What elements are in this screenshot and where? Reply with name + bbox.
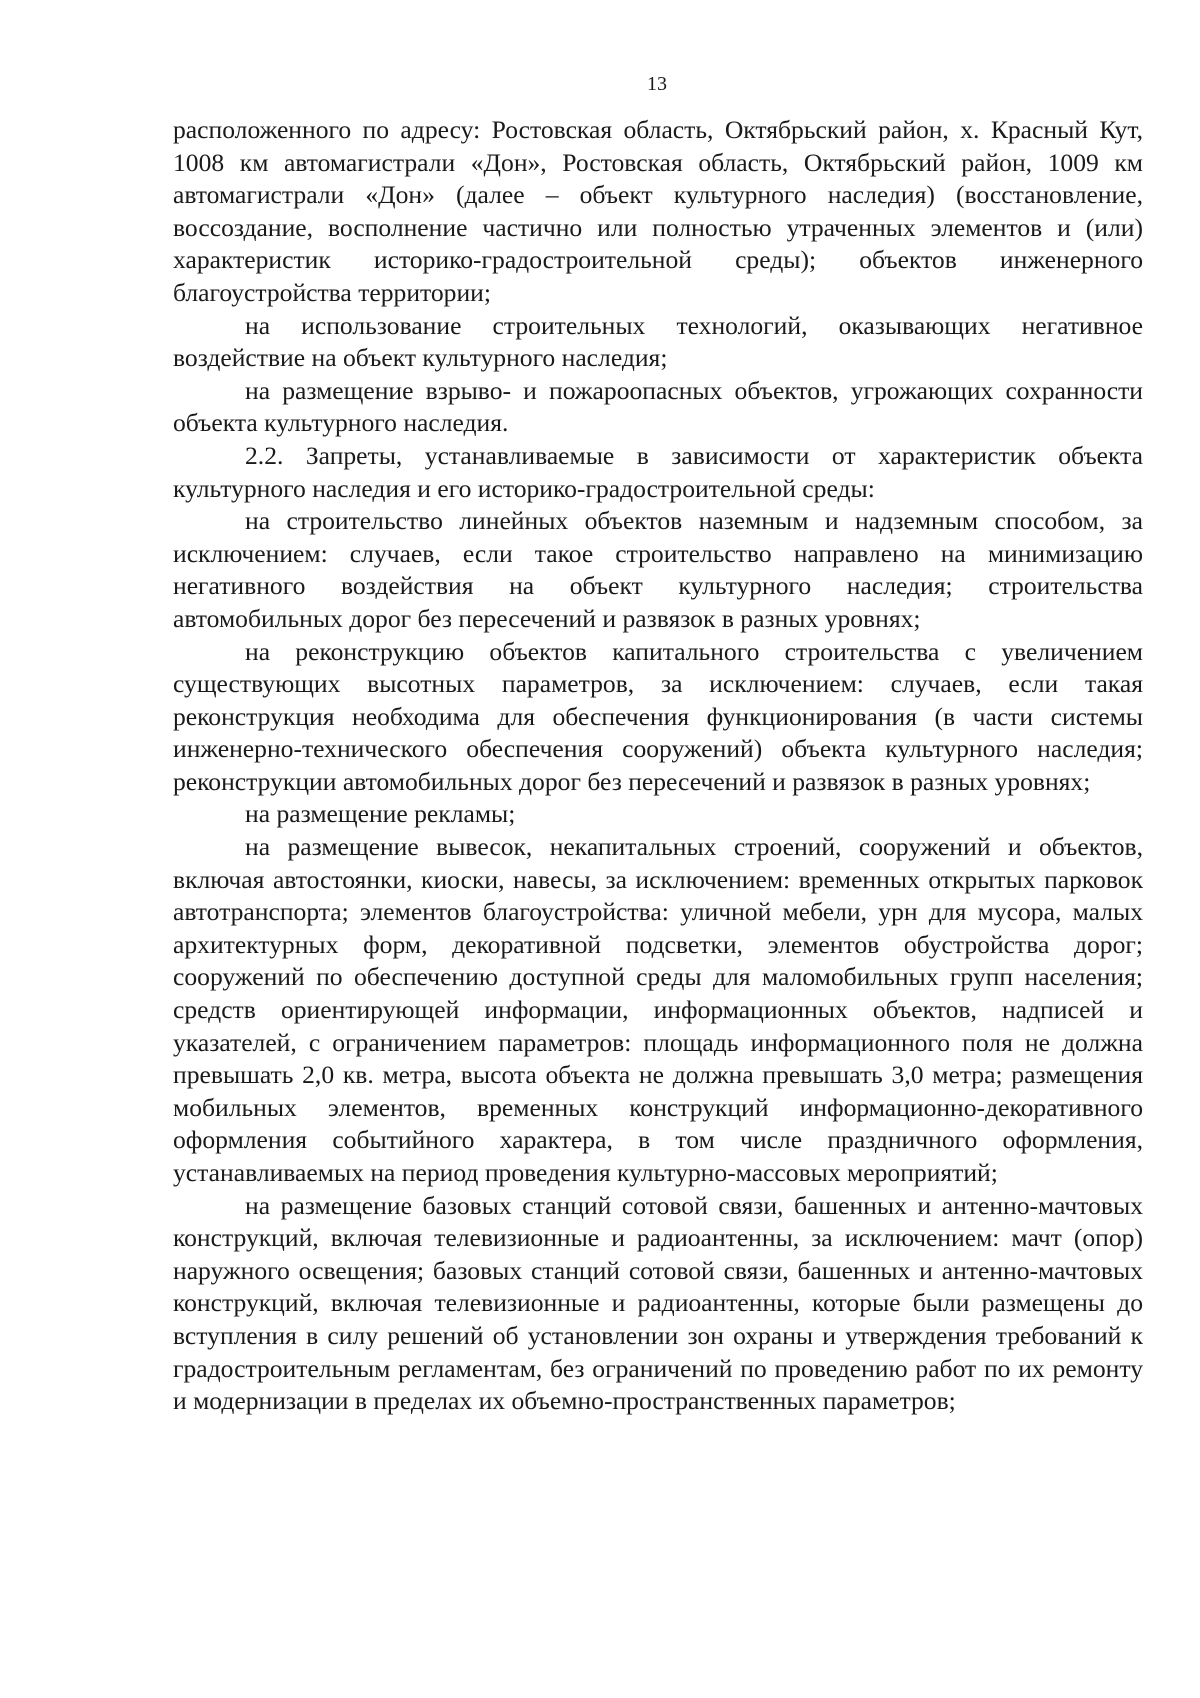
paragraph-reconstruction: на реконструкцию объектов капитального строительства с увеличением существующих высотных параметров, за исключением: случаев, если такая реконструкция необходима для обеспечения функционирования (в части системы инженерно-технического обеспечения сооружений) объекта культурного наследия; реконструкции автомобильных дорог без пересечений и развязок в разных уровнях; bbox=[173, 636, 1143, 796]
paragraph-hazardous-objects: на размещение взрыво- и пожароопасных объектов, угрожающих сохранности объекта культурного наследия. bbox=[173, 375, 1143, 438]
paragraph-construction-technologies: на использование строительных технологий, оказывающих негативное воздействие на объект культурного наследия; bbox=[173, 310, 1143, 373]
section-2-2-heading: 2.2. Запреты, устанавливаемые в зависимости от характеристик объекта культурного наследия и его историко-градостроительной среды: bbox=[173, 440, 1143, 503]
paragraph-continuation: расположенного по адресу: Ростовская область, Октябрьский район, х. Красный Кут, 1008 км автомагистрали «Дон», Ростовская область, Октябрьский район, 1009 км автомагистрали «Дон» (далее – объект культурного наследия) (восстановление, воссоздание, восполнение частично или полностью утраченных элементов и (или) характеристик историко-градостроительной среды); объектов инженерного благоустройства территории; bbox=[173, 115, 1143, 307]
paragraph-advertising: на размещение рекламы; bbox=[245, 799, 516, 829]
paragraph-base-stations: на размещение базовых станций сотовой связи, башенных и антенно-мачтовых конструкций, включая телевизионные и радиоантенны, за исключением: мачт (опор) наружного освещения; базовых станций сотовой связи, башенных и антенно-мачтовых конструкций, включая телевизионные и радиоантенны, которые были размещены до вступления в силу решений об установлении зон охраны и утверждения требований к градостроительным регламентам, без ограничений по проведению работ по их ремонту и модернизации в пределах их объемно-пространственных параметров; bbox=[173, 1190, 1143, 1416]
page-number: 13 bbox=[647, 73, 667, 95]
paragraph-linear-objects: на строительство линейных объектов наземным и надземным способом, за исключением: случаев, если такое строительство направлено на минимизацию негативного воздействия на объект культурного наследия; строительства автомобильных дорог без пересечений и развязок в разных уровнях; bbox=[173, 506, 1143, 633]
document-body bbox=[173, 114, 1143, 1418]
paragraph-signs-structures: на размещение вывесок, некапитальных строений, сооружений и объектов, включая автостоянки, киоски, навесы, за исключением: временных открытых парковок автотранспорта; элементов благоустройства: уличной мебели, урн для мусора, малых архитектурных форм, декоративной подсветки, элементов обустройства дорог; сооружений по обеспечению доступной среды для маломобильных групп населения; средств ориентирующей информации, информационных объектов, надписей и указателей, с ограничением параметров: площадь информационного поля не должна превышать 2,0 кв. метра, высота объекта не должна превышать 3,0 метра; размещения мобильных элементов, временных конструкций информационно-декоративного оформления событийного характера, в том числе праздничного оформления, устанавливаемых на период проведения культурно-массовых мероприятий; bbox=[173, 832, 1143, 1187]
